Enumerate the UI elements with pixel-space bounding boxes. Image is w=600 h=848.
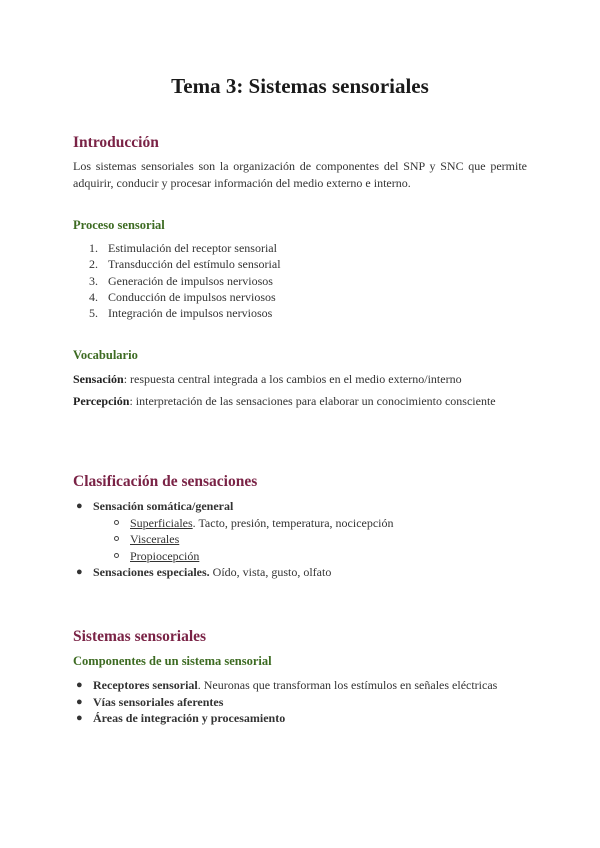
page-title: Tema 3: Sistemas sensoriales — [171, 74, 429, 98]
list-item: Propiocepción — [73, 548, 394, 565]
intro-paragraph: Los sistemas sensoriales son la organización de componentes del SNP y SNC que permite adquirir, conducir y procesar información del medio externo e interno. — [73, 159, 527, 190]
sistemas-heading: Sistemas sensoriales — [73, 628, 207, 645]
list-item: ● Sensación somática/general Superficiales. Tacto, presión, temperatura, nocicepción Viscerales Propiocepción — [73, 498, 394, 564]
circle-bullet-icon — [114, 553, 119, 558]
clasificacion-heading: Clasificación de sensaciones — [73, 473, 258, 490]
circle-bullet-icon — [114, 520, 119, 525]
sensacion-definition: Sensación: respuesta central integrada a los cambios en el medio externo/interno — [73, 372, 462, 386]
percepcion-term: Percepción — [73, 394, 130, 408]
list-item: ● Vías sensoriales aferentes — [76, 694, 224, 709]
vocabulario-heading: Vocabulario — [73, 348, 138, 362]
intro-heading: Introducción — [73, 134, 159, 151]
proceso-heading: Proceso sensorial — [73, 218, 165, 232]
bullet-icon: ● — [76, 500, 83, 512]
bullet-icon: ● — [76, 566, 83, 578]
list-item: 3. Generación de impulsos nerviosos — [89, 273, 273, 288]
componentes-list — [73, 677, 497, 727]
clasificacion-list — [73, 498, 394, 581]
sensacion-term: Sensación — [73, 372, 124, 386]
proceso-list — [73, 240, 281, 321]
bullet-icon: ● — [76, 679, 83, 691]
list-item: ● Receptores sensorial. Neuronas que transforman los estímulos en señales eléctricas — [76, 678, 498, 692]
componentes-heading: Componentes de un sistema sensorial — [73, 654, 272, 668]
list-item: 2. Transducción del estímulo sensorial — [89, 257, 281, 272]
list-item: ● Sensaciones especiales. Oído, vista, gusto, olfato — [76, 565, 332, 579]
list-item: ● Áreas de integración y procesamiento — [76, 711, 286, 725]
list-item: 1. Estimulación del receptor sensorial — [89, 241, 277, 255]
list-item: 4. Conducción de impulsos nerviosos — [89, 289, 276, 304]
list-item: Superficiales. Tacto, presión, temperatura, nocicepción — [73, 515, 394, 532]
circle-bullet-icon — [114, 536, 119, 541]
bullet-icon: ● — [76, 695, 83, 708]
somatica-sublist — [93, 515, 394, 565]
bullet-icon: ● — [76, 712, 83, 724]
percepcion-definition: Percepción: interpretación de las sensaciones para elaborar un conocimiento consciente — [73, 394, 496, 408]
list-item: 5. Integración de impulsos nerviosos — [89, 306, 273, 321]
list-item: Viscerales — [73, 531, 394, 548]
